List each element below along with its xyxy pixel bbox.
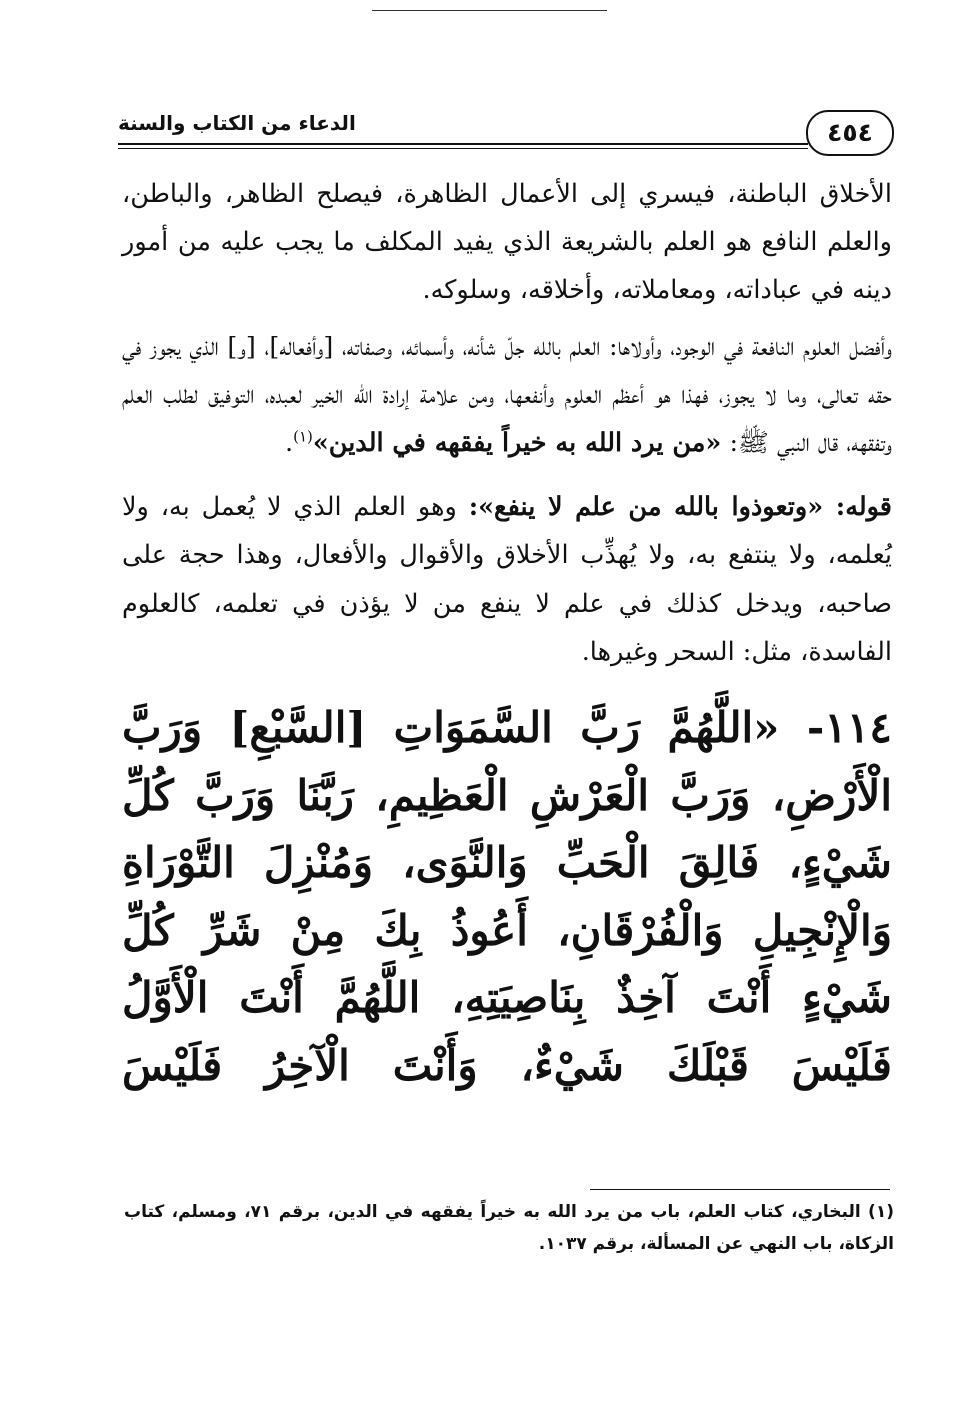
- footnote-ref: (١): [293, 427, 313, 446]
- footnote-rule: [590, 1189, 890, 1190]
- page-number: ٤٥٤: [806, 110, 894, 156]
- paragraph-2-end: .: [284, 428, 294, 459]
- paragraph-2: [122, 323, 892, 468]
- paragraph-3-text: وهو العلم الذي لا يُعمل به، ولا يُعلمه، ولا ينتفع به، ولا يُهذِّب الأخلاق والأقوال والأفعال، وهذا حجة على صاحبه، ويدخل كذلك في علم لا ينفع من لا يؤذن في تعلمه، كالعلوم الفاسدة، مثل: السحر وغيرها.: [122, 492, 892, 667]
- paragraph-3: [122, 483, 892, 676]
- top-margin-rule: [372, 10, 607, 11]
- page-header: [118, 102, 894, 162]
- prophet-quote: «من يرد الله به خيراً يفقهه في الدين»: [312, 428, 722, 459]
- header-rule: [118, 143, 808, 145]
- footnote: (١) البخاري، كتاب العلم، باب من يرد الله به خيراً يفقهه في الدين، برقم ٧١، ومسلم، كتاب الزكاة، باب النهي عن المسألة، برقم ١٠٣٧.: [124, 1202, 894, 1254]
- commentary-lead: قوله: «وتعوذوا بالله من علم لا ينفع»:: [468, 492, 892, 523]
- header-rule-thin: [118, 148, 808, 149]
- paragraph-2-text: وأفضل العلوم النافعة في الوجود، وأولاها: العلم بالله جلّ شأنه، وأسمائه، وصفاته، [وأفعاله]، [و] الذي يجوز في حقه تعالى، وما لا يجوز، فهذا هو أعظم العلوم وأنفعها، ومن علامة إرادة الله الخير لعبده، التوفيق لطلب العلم وتفقهه، قال النبي ﷺ:: [122, 331, 892, 459]
- paragraph-1: الأخلاق الباطنة، فيسري إلى الأعمال الظاهرة، فيصلح الظاهر، والباطن، والعلم النافع هو العلم بالشريعة الذي يفيد المكلف ما يجب عليه من أمور دينه في عباداته، ومعاملاته، وأخلاقه، وسلوكه.: [122, 179, 892, 306]
- running-title: الدعاء من الكتاب والسنة: [118, 111, 356, 135]
- hadith-114: ١١٤- «اللَّهُمَّ رَبَّ السَّمَوَاتِ [السَّبْعِ] وَرَبَّ الْأَرْضِ، وَرَبَّ الْعَرْشِ الْعَظِيمِ، رَبَّنَا وَرَبَّ كُلِّ شَيْءٍ، فَالِقَ الْحَبِّ وَالنَّوَى، وَمُنْزِلَ التَّوْرَاةِ وَالْإِنْجِيلِ وَالْفُرْقَانِ، أَعُوذُ بِكَ مِنْ شَرِّ كُلِّ شَيْءٍ أَنْتَ آخِذٌ بِنَاصِيَتِهِ، اللَّهُمَّ أَنْتَ الْأَوَّلُ فَلَيْسَ قَبْلَكَ شَيْءٌ، وَأَنْتَ الْآخِرُ فَلَيْسَ: [122, 703, 892, 1090]
- page-body: [122, 170, 892, 1099]
